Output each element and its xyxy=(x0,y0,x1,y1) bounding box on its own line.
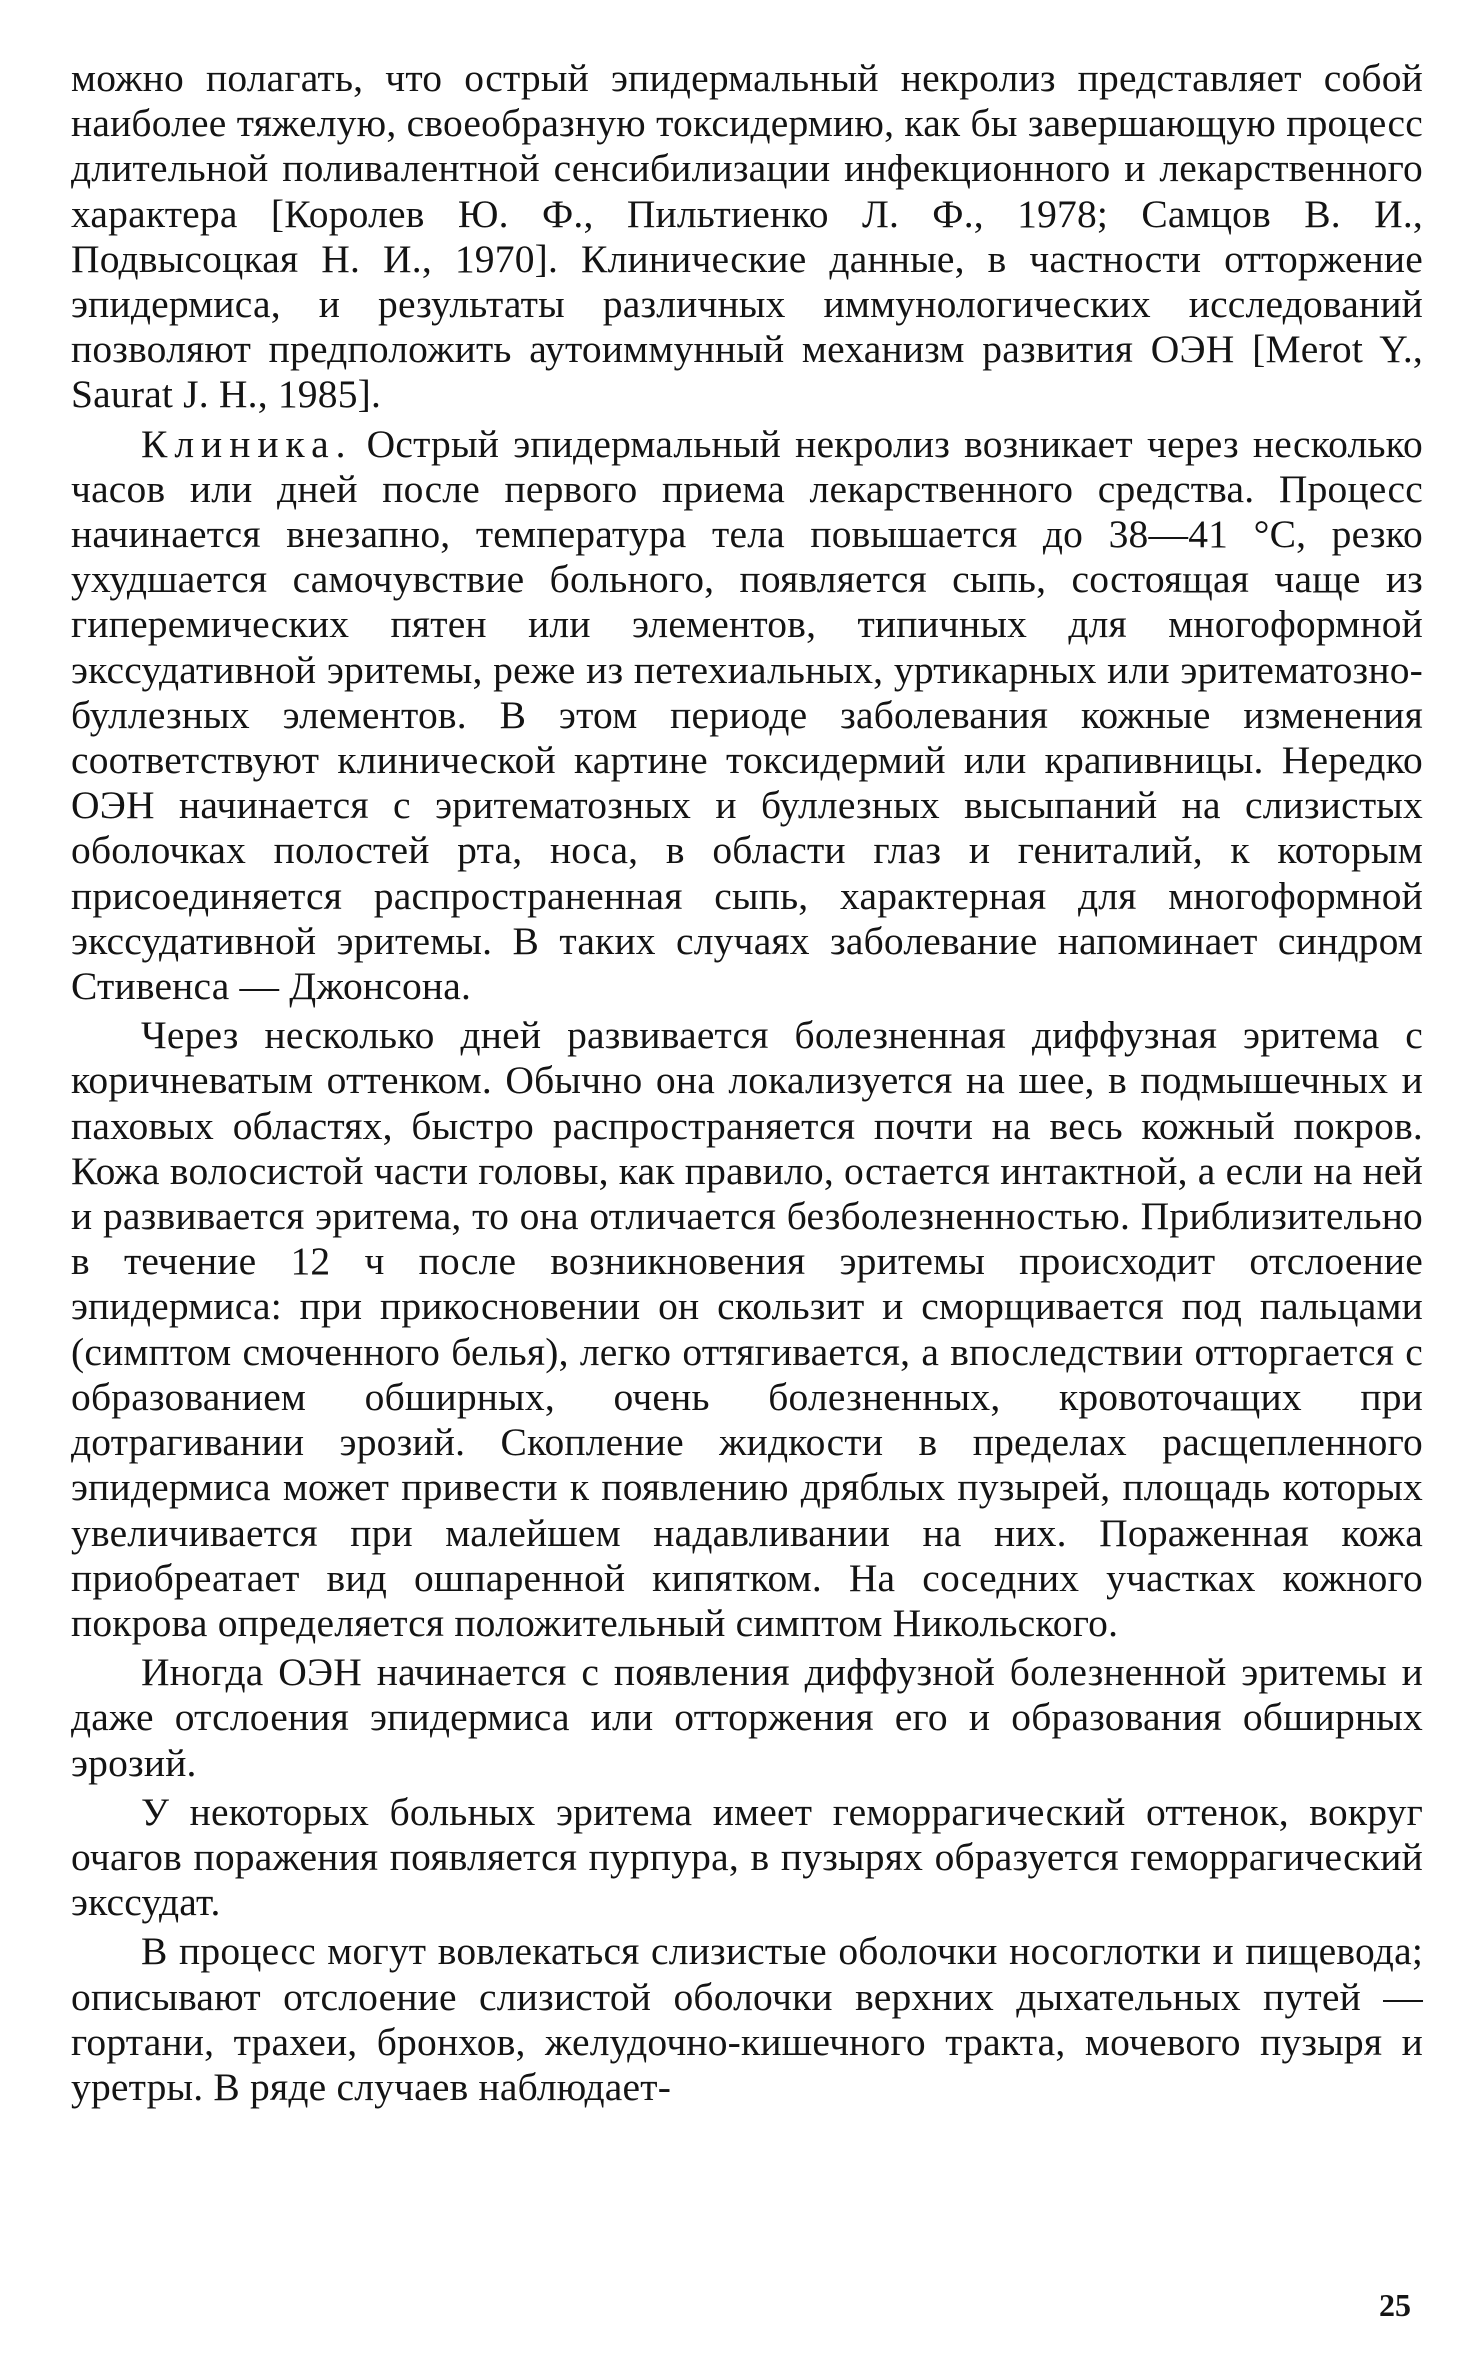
paragraph-clinic-text: Острый эпидермальный некролиз возникает через несколько часов или дней после первого приема лекарственного средства. Процесс начинается внезапно, температура тела повышается до 38—41 °С, резко ухудшается самочувствие больного, появляется сыпь, состоящая чаще из гиперемических пятен или элементов, типичных для многоформной экссудативной эритемы, реже из петехиальных, уртикарных или эритематозно-буллезных элементов. В этом периоде заболевания кожные изменения соответствуют клинической картине токсидермий или крапивницы. Нередко ОЭН начинается с эритематозных и буллезных высыпаний на слизистых оболочках полостей рта, носа, в области глаз и гениталий, к которым присоединяется распространенная сыпь, характерная для многоформной экссудативной эритемы. В таких случаях заболевание напоминает синдром Стивенса — Джонсона. xyxy=(71,421,1423,1009)
section-heading-clinic: Клиника. xyxy=(141,421,353,466)
page-number: 25 xyxy=(1379,2287,1411,2323)
paragraph-intro-text: можно полагать, что острый эпидермальный некролиз представляет собой наиболее тяжелую, своеобразную токсидермию, как бы завершающую процесс длительной поливалентной сенсибилизации инфекционного и лекарственного характера [Королев Ю. Ф., Пильтиенко Л. Ф., 1978; Самцов В. И., Подвысоцкая Н. И., 1970]. Клинические данные, в частности отторжение эпидермиса, и результаты различных иммунологических исследований позволяют предположить аутоиммунный механизм развития ОЭН [Merot Y., Saurat J. H., 1985]. xyxy=(71,56,1423,417)
paragraph-onset-text: Иногда ОЭН начинается с появления диффузной болезненной эритемы и даже отслоения эпидермиса или отторжения его и образования обширных эрозий. xyxy=(71,1650,1423,1785)
paragraph-intro xyxy=(71,56,1423,418)
paragraph-clinic xyxy=(71,422,1423,1010)
paragraph-mucosa xyxy=(71,1929,1423,2110)
paragraph-erythema xyxy=(71,1013,1423,1646)
paragraph-erythema-text: Через несколько дней развивается болезненная диффузная эритема с коричневатым оттенком. Обычно она локализуется на шее, в подмышечных и паховых областях, быстро распространяется почти на весь кожный покров. Кожа волосистой части головы, как правило, остается интактной, а если на ней и развивается эритема, то она отличается безболезненностью. Приблизительно в течение 12 ч после возникновения эритемы происходит отслоение эпидермиса: при прикосновении он скользит и сморщивается под пальцами (симптом смоченного белья), легко оттягивается, а впоследствии отторгается с образованием обширных, очень болезненных, кровоточащих при дотрагивании эрозий. Скопление жидкости в пределах расщепленного эпидермиса может привести к появлению дряблых пузырей, площадь которых увеличивается при малейшем надавливании на них. Пораженная кожа приобреатает вид ошпаренной кипятком. На соседних участках кожного покрова определяется положительный симптом Никольского. xyxy=(71,1013,1423,1645)
page-body xyxy=(71,56,1423,2110)
paragraph-mucosa-text: В процесс могут вовлекаться слизистые оболочки носоглотки и пищевода; описывают отслоение слизистой оболочки верхних дыхательных путей — гортани, трахеи, бронхов, желудочно-кишечного тракта, мочевого пузыря и уретры. В ряде случаев наблюдает- xyxy=(71,1929,1423,2109)
paragraph-onset xyxy=(71,1650,1423,1786)
paragraph-hemorrhagic xyxy=(71,1790,1423,1926)
paragraph-hemorrhagic-text: У некоторых больных эритема имеет геморрагический оттенок, вокруг очагов поражения появляется пурпура, в пузырях образуется геморрагический экссудат. xyxy=(71,1789,1423,1925)
